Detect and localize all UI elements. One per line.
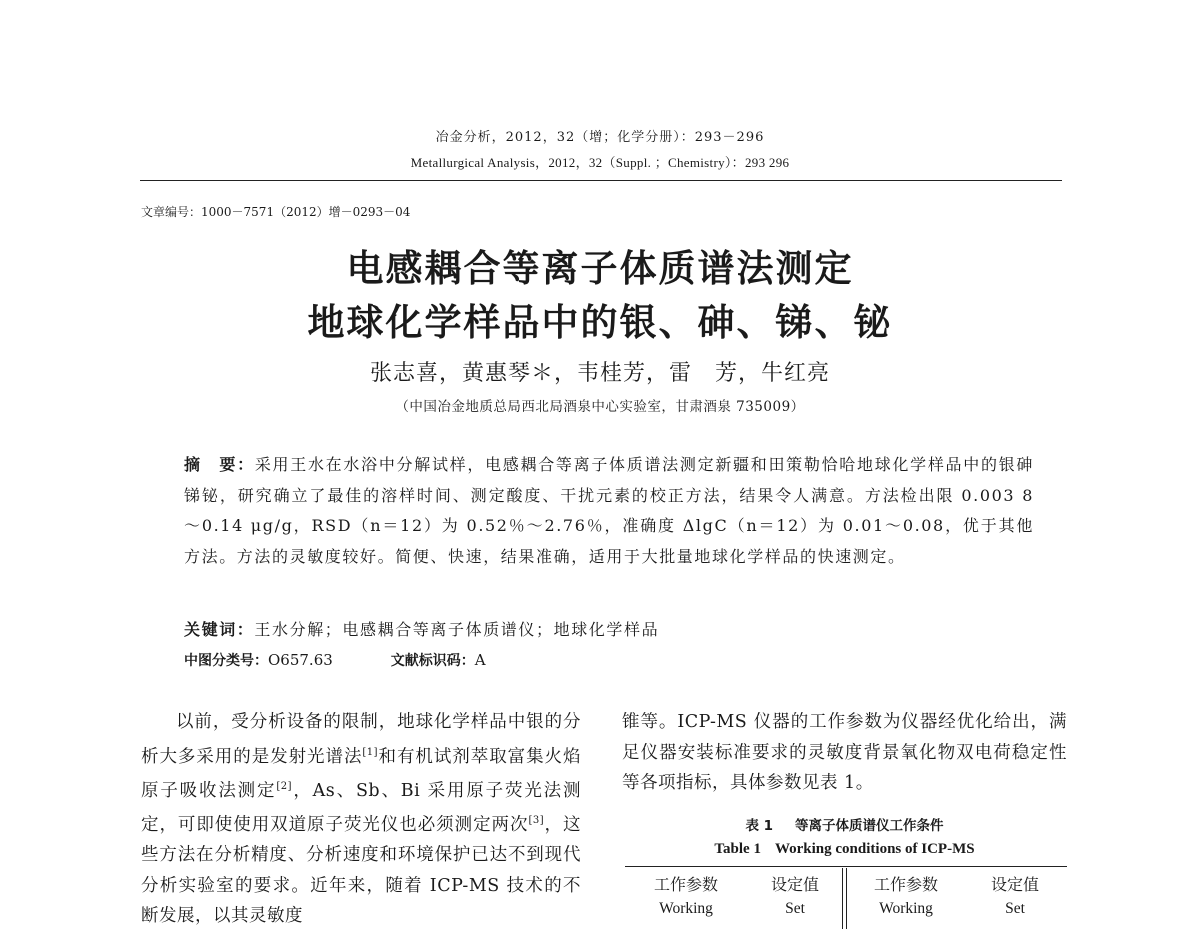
table-title-cn: 等离子体质谱仪工作条件: [795, 818, 944, 834]
header-rule: [140, 180, 1062, 181]
table-double-divider: [842, 868, 847, 929]
table-caption-en: [622, 841, 1067, 858]
author-list: 张志喜，黄惠琴＊，韦桂芳，雷 芳，牛红亮: [369, 361, 830, 386]
abstract-text: 采用王水在水浴中分解试样，电感耦合等离子体质谱法测定新疆和田策勒恰哈地球化学样品中的银砷锑铋，研究确立了最佳的溶样时间、测定酸度、干扰元素的校正方法，结果令人满意。方法检出限 0.003 8～0.14 μg/g，RSD（n＝12）为 0.52％～2.76％，准确度 ΔlgC（n＝12）为 0.01～0.08，优于其他方法。方法的灵敏度较好。简便、快速，结果准确，适用于大批量地球化学样品的快速测定。: [184, 455, 1034, 566]
article-number: 文章编号：1000－7571（2012）增－0293－04: [141, 205, 411, 219]
table-header-cell: Working: [879, 900, 933, 917]
table-top-rule: [625, 866, 1067, 867]
table-header-cell: Set: [1005, 900, 1025, 917]
table-header-cell: 设定值: [990, 875, 1039, 894]
journal-citation-en: Metallurgical Analysis，2012，32（Suppl. ；Chemistry）：293 296: [410, 155, 790, 170]
body-text: 和有机试剂萃取富集火焰原子吸收法测定: [141, 746, 582, 801]
table-caption-cn: [622, 814, 1067, 834]
citation-ref: [1]: [362, 746, 379, 758]
citation-ref: [2]: [276, 780, 292, 792]
journal-citation-cn: 冶金分析，2012，32（增；化学分册）：293－296: [435, 130, 765, 145]
table-header-cell: Working: [659, 900, 713, 917]
table-label-cn: 表 1: [745, 818, 774, 834]
keywords-text: 王水分解；电感耦合等离子体质谱仪；地球化学样品: [254, 620, 660, 639]
body-column-right: 锥等。ICP-MS 仪器的工作参数为仪器经优化给出，满足仪器安装标准要求的灵敏度背景氧化物双电荷稳定性等各项指标，具体参数见表 1。: [622, 712, 1067, 793]
citation-ref: [3]: [528, 815, 545, 827]
body-text: ，这些方法在分析精度、分析速度和环境保护已达不到现代分析实验室的要求。近年来，随着 ICP-MS 技术的不断发展，以其灵敏度: [141, 814, 582, 927]
doc-code-value: A: [474, 651, 486, 669]
body-column-left: [141, 707, 581, 932]
classification-line: [184, 650, 486, 670]
author-affiliation: （中国冶金地质总局西北局酒泉中心实验室，甘肃酒泉 735009）: [395, 399, 805, 415]
keywords-label: 关键词：: [184, 620, 255, 639]
table-label-en: Table 1: [714, 841, 761, 857]
table-header-cell: 工作参数: [873, 875, 938, 894]
table-header-cell: 设定值: [770, 875, 819, 894]
body-text: 以前，受分析设备的限制，地球化学样品中银的分析大多采用的是发射光谱法: [141, 712, 581, 767]
clc-value: O657.63: [268, 651, 333, 669]
abstract: [184, 450, 1034, 572]
table-header-cell: 工作参数: [653, 875, 718, 894]
abstract-label: 摘 要：: [184, 455, 255, 474]
keywords: [184, 617, 659, 640]
paper-title-line-1: 电感耦合等离子体质谱法测定: [346, 247, 854, 290]
table-title-en: Working conditions of ICP-MS: [774, 841, 975, 857]
paper-title-line-2: 地球化学样品中的银、砷、锑、铋: [307, 301, 893, 344]
table-header-cell: Set: [785, 900, 805, 917]
clc-label: 中图分类号：: [184, 653, 268, 669]
body-text: ，As、Sb、Bi 采用原子荧光法测定，可即使使用双道原子荧光仪也必须测定两次: [141, 780, 581, 835]
doc-code-label: 文献标识码：: [390, 653, 475, 669]
